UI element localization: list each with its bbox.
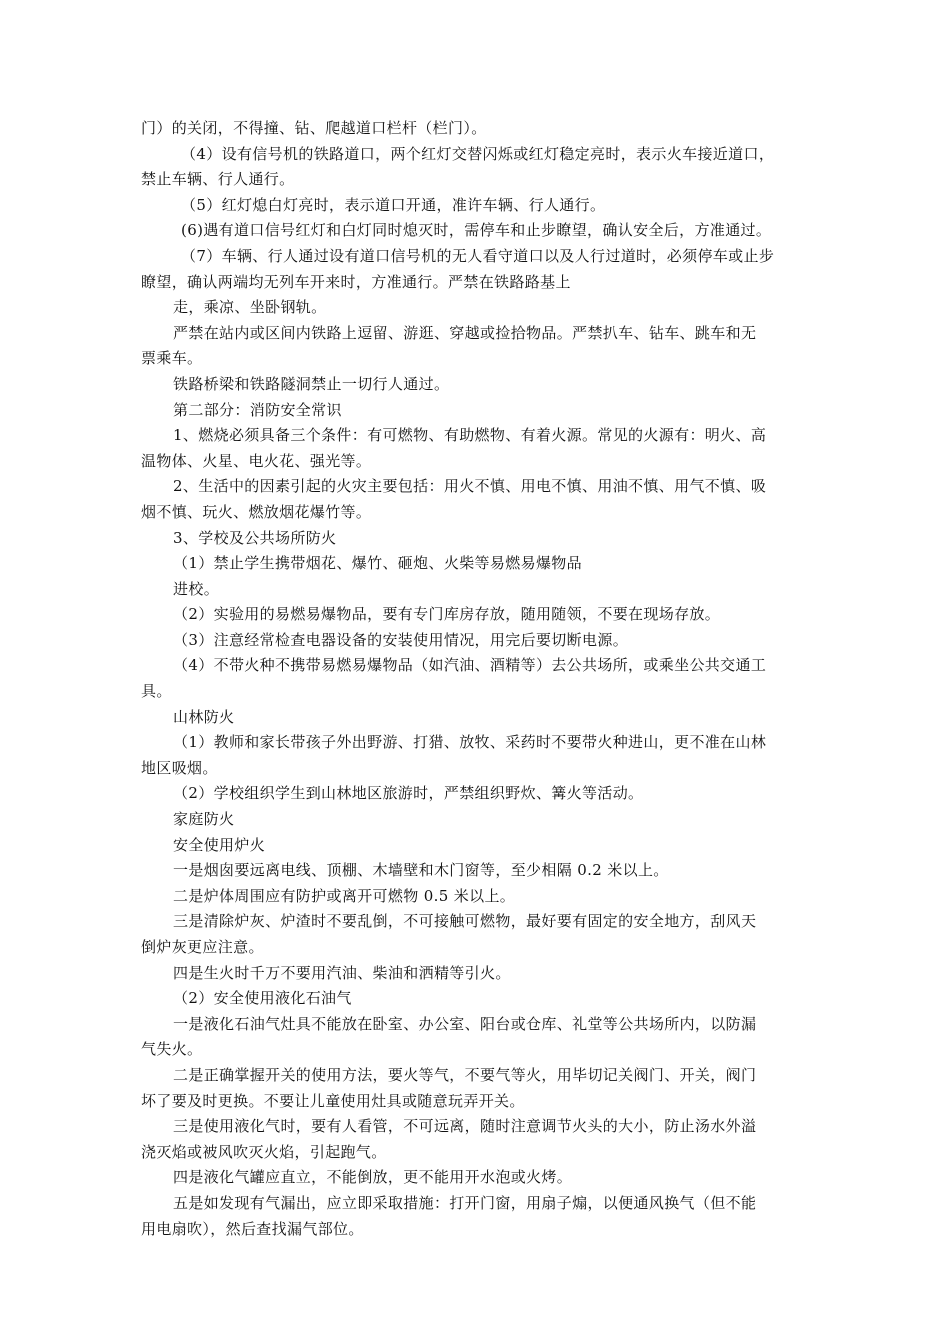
text-line: 走，乘凉、坐卧钢轨。: [173, 298, 327, 317]
text-line: 严禁在站内或区间内铁路上逗留、游逛、穿越或捡拾物品。严禁扒车、钻车、跳车和无: [173, 323, 757, 342]
text-line: 三是使用液化气时，要有人看管，不可远离，随时注意调节火头的大小，防止汤水外溢: [173, 1117, 757, 1136]
text-line: （2）学校组织学生到山林地区旅游时，严禁组织野炊、篝火等活动。: [173, 784, 644, 803]
text-line: 安全使用炉火: [173, 835, 266, 854]
text-line: (6)遇有道口信号红灯和白灯同时熄灭时，需停车和止步瞭望，确认安全后，方准通过。: [181, 221, 772, 240]
text-line: 2、生活中的因素引起的火灾主要包括：用火不慎、用电不慎、用油不慎、用气不慎、吸: [173, 477, 767, 496]
text-line: （3）注意经常检查电器设备的安装使用情况，用完后要切断电源。: [173, 630, 629, 649]
text-line: 一是液化石油气灶具不能放在卧室、办公室、阳台或仓库、礼堂等公共场所内，以防漏: [173, 1014, 757, 1033]
text-line: （2）安全使用液化石油气: [173, 989, 352, 1008]
text-line: 家庭防火: [173, 810, 235, 829]
text-line: （1）教师和家长带孩子外出野游、打猎、放牧、采药时不要带火种进山，更不准在山林: [173, 733, 767, 752]
text-line: 用电扇吹），然后查找漏气部位。: [141, 1219, 364, 1238]
text-line: 倒炉灰更应注意。: [141, 938, 264, 956]
text-line: 浇灭焰或被风吹灭火焰，引起跑气。: [141, 1142, 387, 1161]
text-line: 门）的关闭，不得撞、钻、爬越道口栏杆（栏门）。: [141, 119, 487, 137]
text-line: 一是烟囱要远离电线、顶棚、木墙壁和木门窗等，至少相隔 0.2 米以上。: [173, 861, 669, 880]
text-line: 二是炉体周围应有防护或离开可燃物 0.5 米以上。: [173, 886, 516, 905]
text-line: 烟不慎、玩火、燃放烟花爆竹等。: [141, 502, 372, 521]
text-line: 具。: [141, 682, 172, 701]
document-body: [141, 116, 813, 1242]
text-line: 禁止车辆、行人通行。: [141, 170, 295, 189]
text-line: 瞭望，确认两端均无列车开来时，方准通行。严禁在铁路路基上: [141, 272, 571, 291]
text-line: 地区吸烟。: [141, 758, 218, 777]
text-line: 票乘车。: [141, 349, 203, 368]
text-line: 气失火。: [141, 1040, 203, 1059]
text-line: （2）实验用的易燃易爆物品，要有专门库房存放，随用随领，不要在现场存放。: [173, 605, 721, 624]
text-line: 温物体、火星、电火花、强光等。: [141, 451, 372, 470]
text-line: （4）不带火种不携带易燃易爆物品（如汽油、酒精等）去公共场所，或乘坐公共交通工: [173, 656, 767, 675]
text-line: 五是如发现有气漏出，应立即采取措施：打开门窗，用扇子煽，以便通风换气（但不能: [173, 1193, 757, 1212]
text-line: （4）设有信号机的铁路道口，两个红灯交替闪烁或红灯稳定亮时，表示火车接近道口，: [181, 144, 775, 163]
text-line: 坏了要及时更换。不要让儿童使用灶具或随意玩弄开关。: [141, 1091, 525, 1110]
text-line: （5）红灯熄白灯亮时，表示道口开通，准许车辆、行人通行。: [181, 195, 606, 214]
text-line: 四是生火时千万不要用汽油、柴油和洒精等引火。: [173, 963, 511, 982]
text-line: 铁路桥梁和铁路隧洞禁止一切行人通过。: [173, 374, 450, 393]
text-line: 第二部分：消防安全常识: [173, 400, 342, 419]
text-line: 山林防火: [173, 707, 235, 726]
text-line: （1）禁止学生携带烟花、爆竹、砸炮、火柴等易燃易爆物品: [173, 554, 582, 573]
text-line: 四是液化气罐应直立，不能倒放，更不能用开水泡或火烤。: [173, 1168, 573, 1187]
text-line: 进校。: [173, 579, 220, 598]
text-line: 3、学校及公共场所防火: [173, 528, 337, 547]
text-line: 1、燃烧必须具备三个条件：有可燃物、有助燃物、有着火源。常见的火源有：明火、高: [173, 426, 767, 445]
text-line: （7）车辆、行人通过设有道口信号机的无人看守道口以及人行过道时，必须停车或止步: [181, 246, 775, 265]
text-line: 三是清除炉灰、炉渣时不要乱倒，不可接触可燃物，最好要有固定的安全地方，刮风天: [173, 912, 757, 931]
text-line: 二是正确掌握开关的使用方法，要火等气，不要气等火，用毕切记关阀门、开关，阀门: [173, 1065, 757, 1084]
